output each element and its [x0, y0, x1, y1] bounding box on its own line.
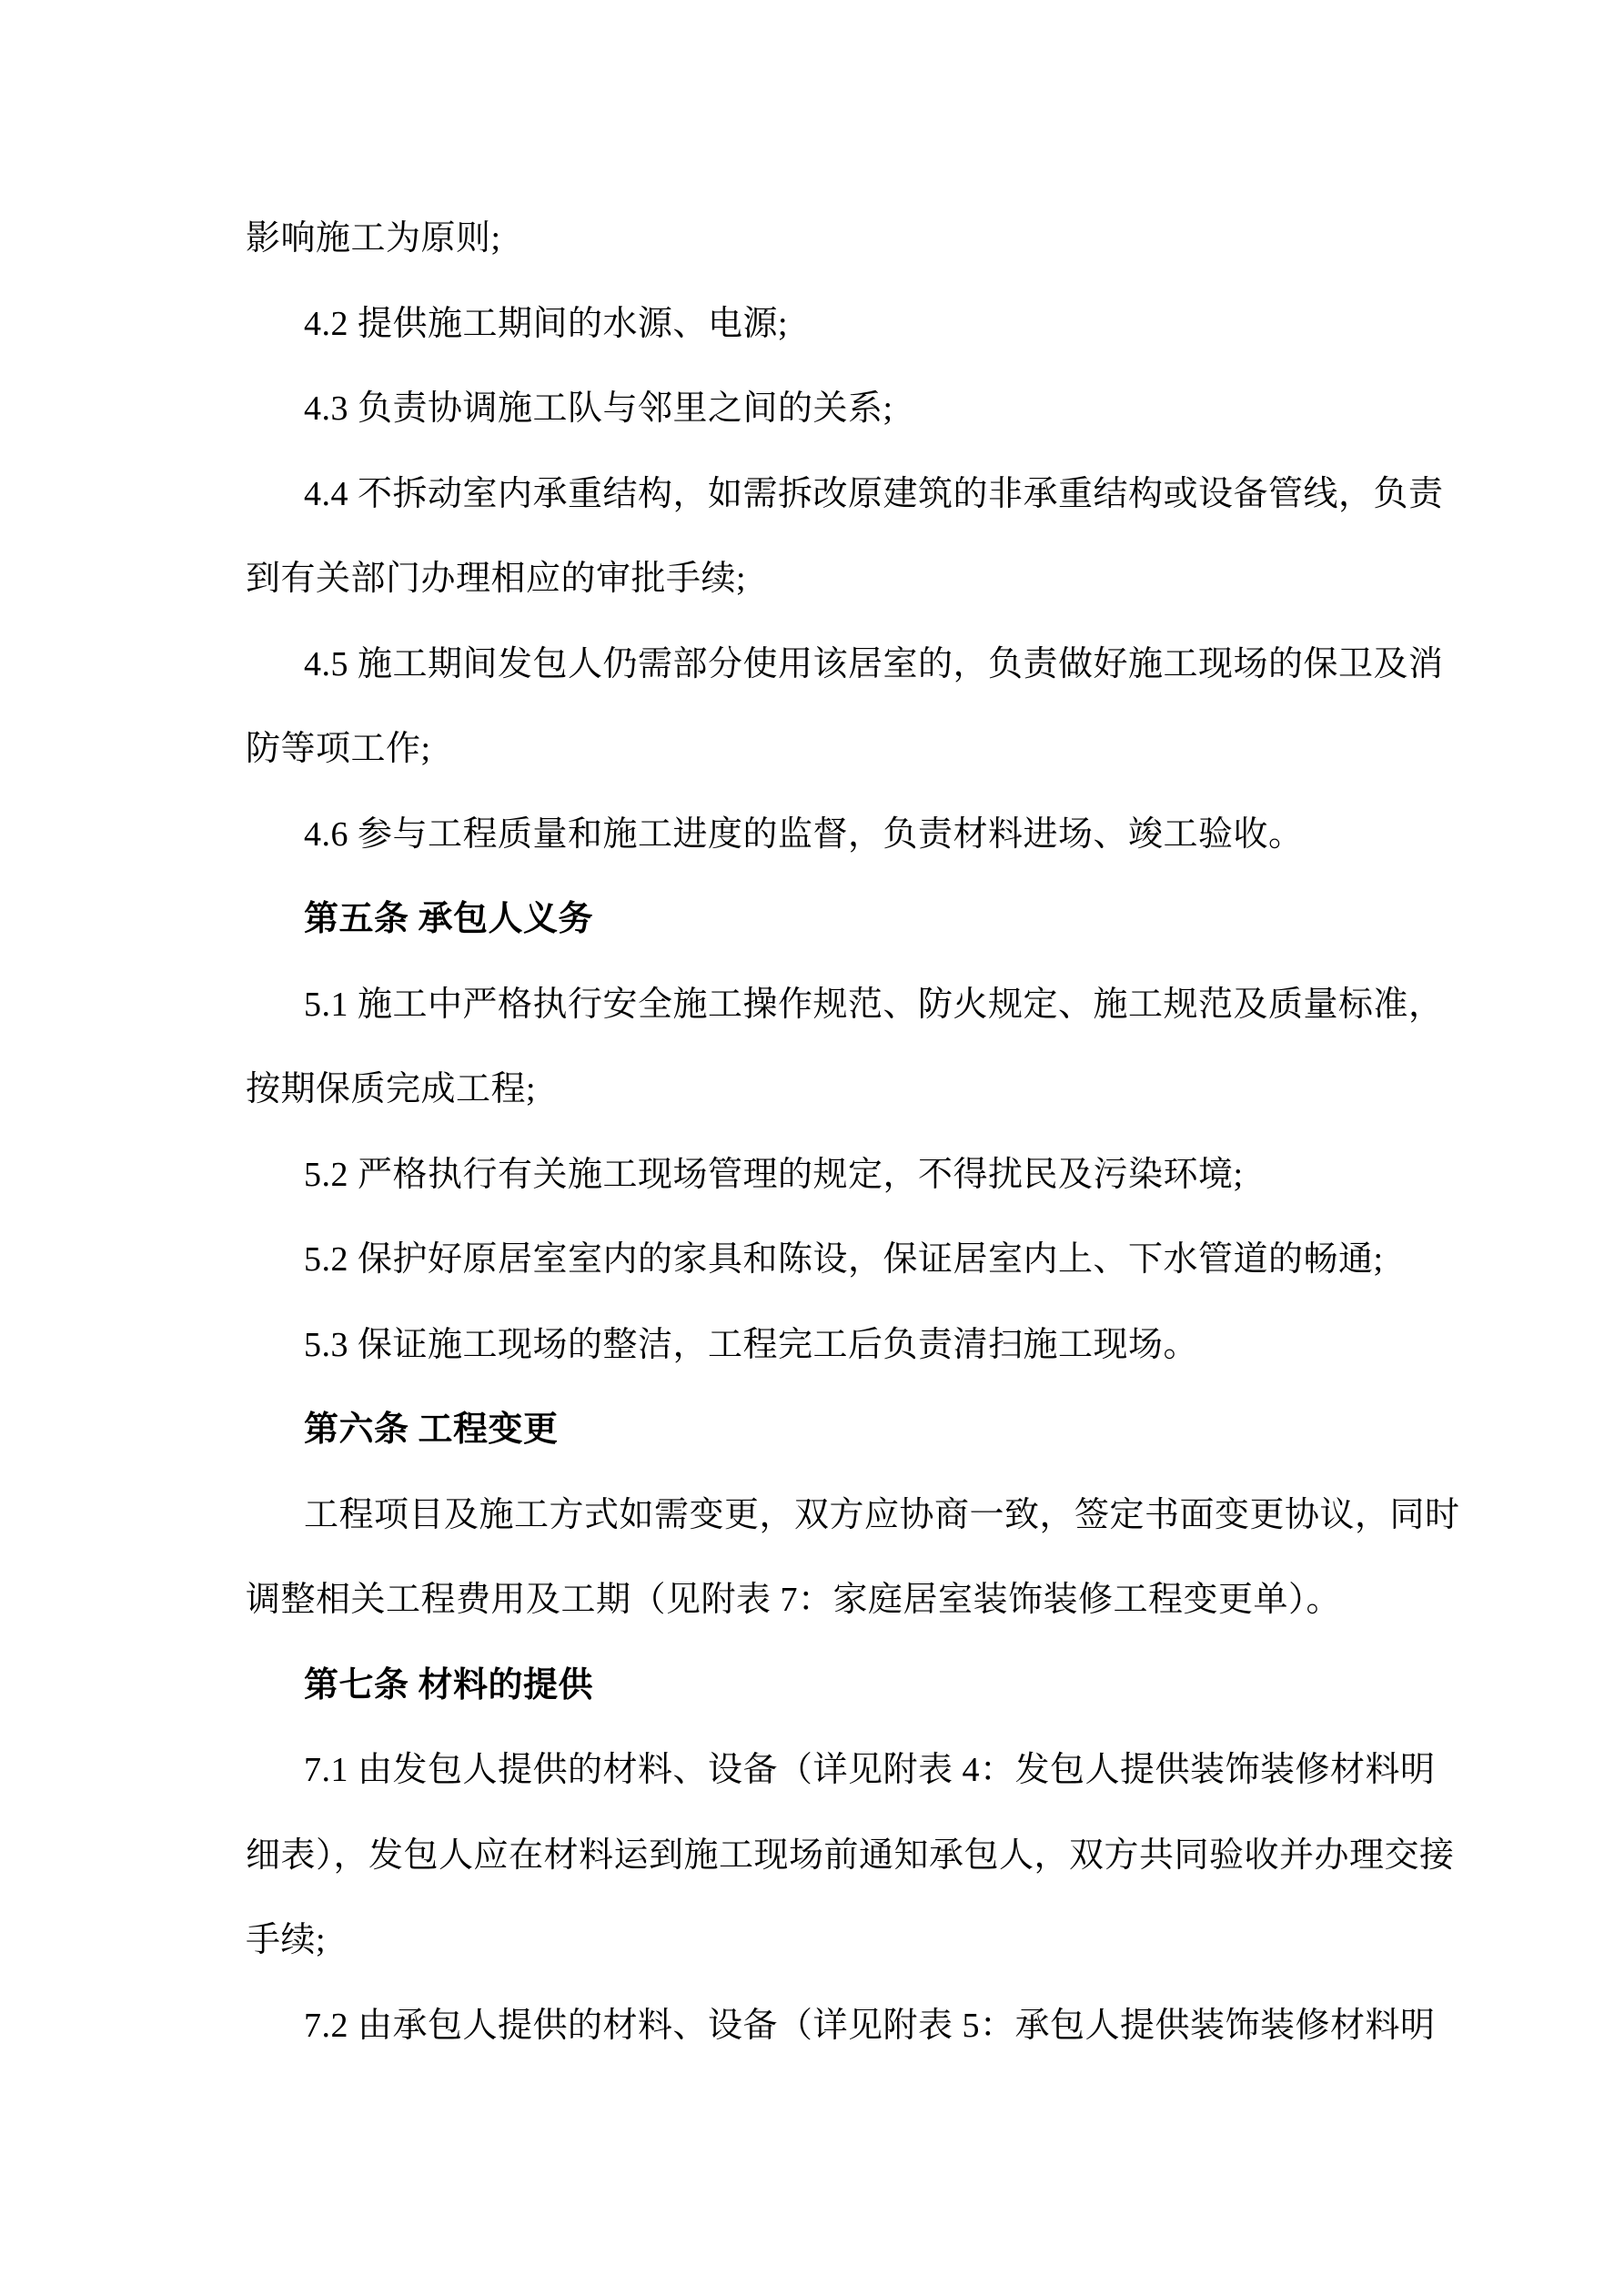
text-line: 影响施工为原则;: [246, 219, 501, 258]
text-line: 7.1 由发包人提供的材料、设备（详见附表 4：发包人提供装饰装修材料明: [304, 1751, 1436, 1789]
section-heading: 第七条 材料的提供: [304, 1665, 594, 1704]
text-line: 5.3 保证施工现场的整洁，工程完工后负责清扫施工现场。: [304, 1325, 1199, 1364]
text-line: 4.6 参与工程质量和施工进度的监督，负责材料进场、竣工验收。: [304, 814, 1304, 854]
text-line: 到有关部门办理相应的审批手续;: [246, 560, 747, 598]
text-line: 4.5 施工期间发包人仍需部分使用该居室的，负责做好施工现场的保卫及消: [304, 644, 1444, 683]
text-line: 调整相关工程费用及工期（见附表 7：家庭居室装饰装修工程变更单）。: [246, 1581, 1342, 1619]
text-line: 4.4 不拆动室内承重结构，如需拆改原建筑的非承重结构或设备管线，负责: [304, 474, 1444, 513]
text-line: 4.3 负责协调施工队与邻里之间的关系;: [304, 389, 893, 428]
text-line: 7.2 由承包人提供的材料、设备（详见附表 5：承包人提供装饰装修材料明: [304, 2006, 1436, 2045]
text-line: 5.2 严格执行有关施工现场管理的规定，不得扰民及污染环境;: [304, 1155, 1244, 1194]
text-line: 工程项目及施工方式如需变更，双方应协商一致，签定书面变更协议，同时: [304, 1495, 1460, 1534]
document-content: [246, 197, 1460, 2068]
text-line: 细表），发包人应在材料运到施工现场前通知承包人，双方共同验收并办理交接: [246, 1836, 1455, 1875]
text-line: 5.2 保护好原居室室内的家具和陈设，保证居室内上、下水管道的畅通;: [304, 1240, 1384, 1279]
text-line: 防等项工作;: [246, 730, 431, 768]
text-line: 手续;: [246, 1921, 327, 1959]
text-line: 按期保质完成工程;: [246, 1070, 537, 1108]
section-heading: 第五条 承包人义务: [304, 900, 594, 938]
text-line: 5.1 施工中严格执行安全施工操作规范、防火规定、施工规范及质量标准，: [304, 985, 1444, 1024]
section-heading: 第六条 工程变更: [304, 1411, 559, 1449]
text-line: 4.2 提供施工期间的水源、电源;: [304, 304, 789, 343]
